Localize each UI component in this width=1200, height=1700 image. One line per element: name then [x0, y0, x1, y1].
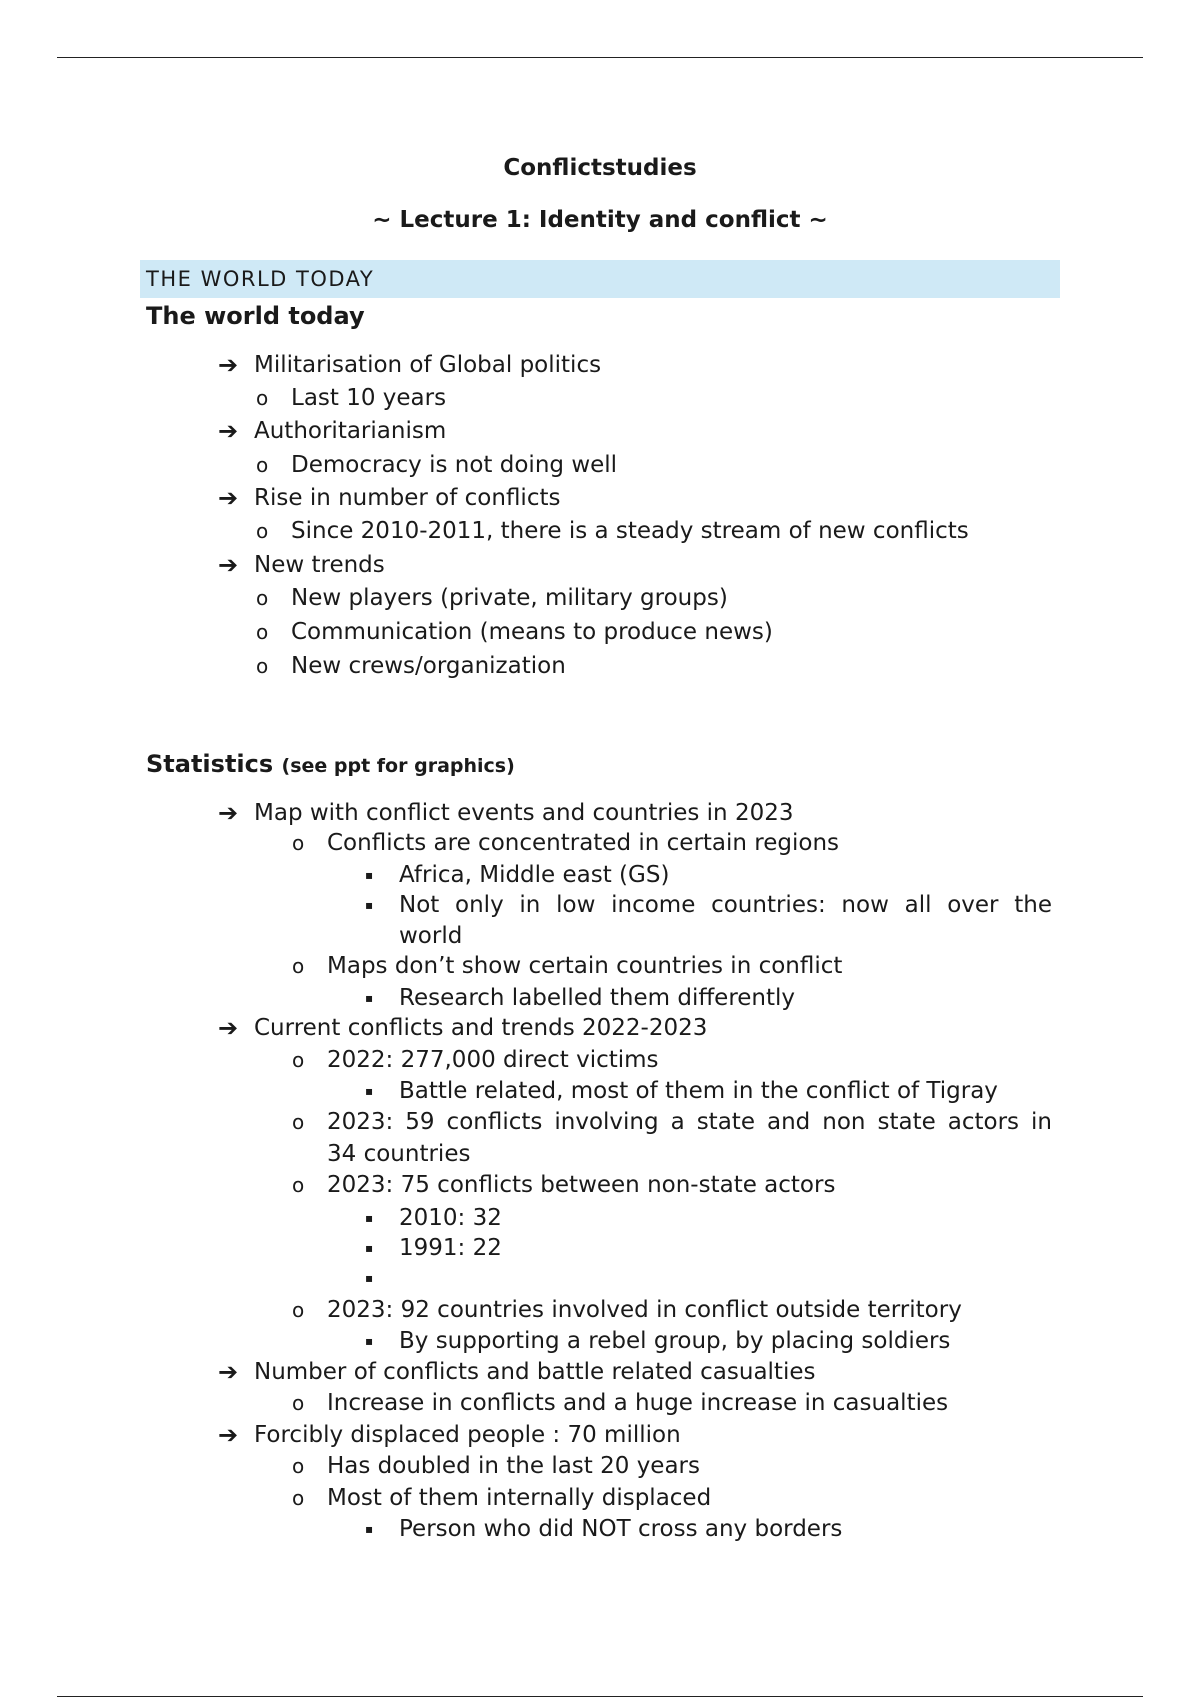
sub-list-item: Maps don’t show certain countries in conflict [327, 953, 843, 979]
circle-bullet: o [256, 620, 269, 644]
list-item: Number of conflicts and battle related casualties [254, 1359, 816, 1385]
circle-bullet: o [292, 954, 305, 978]
square-bullet: ▪ [365, 1241, 374, 1255]
section-banner: THE WORLD TODAY [140, 260, 1060, 298]
square-bullet: ▪ [365, 1334, 374, 1348]
sub-list-item: Communication (means to produce news) [291, 619, 773, 645]
circle-bullet: o [256, 386, 269, 410]
square-bullet: ▪ [365, 1271, 374, 1285]
section-heading-statistics [146, 750, 515, 778]
lecture-subtitle: ~ Lecture 1: Identity and conflict ~ [372, 207, 828, 233]
sub-list-item: 2022: 277,000 direct victims [327, 1047, 659, 1073]
sub-list-item: New crews/organization [291, 653, 566, 679]
sub-list-item: 2023: 75 conflicts between non-state actors [327, 1172, 836, 1198]
square-bullet: ▪ [365, 1522, 374, 1536]
square-bullet: ▪ [365, 898, 374, 912]
detail-item: Battle related, most of them in the conflict of Tigray [399, 1078, 998, 1104]
circle-bullet: o [292, 1173, 305, 1197]
circle-bullet: o [292, 1048, 305, 1072]
arrow-bullet: ➔ [218, 799, 239, 827]
list-item: Rise in number of conflicts [254, 485, 561, 511]
sub-list-item: Increase in conflicts and a huge increase in casualties [327, 1390, 949, 1416]
square-bullet: ▪ [365, 991, 374, 1005]
detail-item: By supporting a rebel group, by placing soldiers [399, 1328, 951, 1354]
arrow-bullet: ➔ [218, 351, 239, 379]
list-item: Forcibly displaced people : 70 million [254, 1422, 681, 1448]
statistics-note: (see ppt for graphics) [281, 755, 515, 777]
section-heading-world-today: The world today [146, 302, 365, 330]
sub-list-item: Most of them internally displaced [327, 1485, 712, 1511]
arrow-bullet: ➔ [218, 1014, 239, 1042]
footer-rule [57, 1696, 1143, 1697]
detail-item: Person who did NOT cross any borders [399, 1516, 843, 1542]
detail-item: 1991: 22 [399, 1235, 502, 1261]
circle-bullet: o [256, 453, 269, 477]
arrow-bullet: ➔ [218, 551, 239, 579]
circle-bullet: o [292, 1391, 305, 1415]
circle-bullet: o [256, 519, 269, 543]
list-item: Map with conflict events and countries in 2023 [254, 800, 794, 826]
arrow-bullet: ➔ [218, 1421, 239, 1449]
sub-list-item: Conflicts are concentrated in certain regions [327, 830, 840, 856]
arrow-bullet: ➔ [218, 417, 239, 445]
header-rule [57, 57, 1143, 58]
sub-list-item: Since 2010-2011, there is a steady stream of new conflicts [291, 518, 969, 544]
detail-item-continued: world [399, 923, 463, 949]
circle-bullet: o [292, 1110, 305, 1134]
sub-list-item: Has doubled in the last 20 years [327, 1453, 700, 1479]
detail-item: Africa, Middle east (GS) [399, 862, 670, 888]
sub-list-item-continued: 34 countries [327, 1141, 471, 1167]
circle-bullet: o [292, 831, 305, 855]
circle-bullet: o [292, 1298, 305, 1322]
list-item: Current conflicts and trends 2022-2023 [254, 1015, 708, 1041]
list-item: Militarisation of Global politics [254, 352, 602, 378]
statistics-heading-text: Statistics [146, 750, 274, 778]
document-title: Conflictstudies [503, 155, 697, 181]
circle-bullet: o [292, 1486, 305, 1510]
sub-list-item: Last 10 years [291, 385, 447, 411]
circle-bullet: o [256, 654, 269, 678]
detail-item: 2010: 32 [399, 1205, 502, 1231]
sub-list-item: Democracy is not doing well [291, 452, 618, 478]
circle-bullet: o [256, 586, 269, 610]
circle-bullet: o [292, 1454, 305, 1478]
square-bullet: ▪ [365, 1084, 374, 1098]
square-bullet: ▪ [365, 1211, 374, 1225]
detail-item: Research labelled them differently [399, 985, 796, 1011]
arrow-bullet: ➔ [218, 1358, 239, 1386]
list-item: New trends [254, 552, 385, 578]
sub-list-item: 2023: 92 countries involved in conflict outside territory [327, 1297, 962, 1323]
detail-item: Not only in low income countries: now all over the [399, 892, 1052, 918]
sub-list-item: New players (private, military groups) [291, 585, 728, 611]
list-item: Authoritarianism [254, 418, 447, 444]
sub-list-item: 2023: 59 conflicts involving a state and non state actors in [327, 1109, 1052, 1135]
arrow-bullet: ➔ [218, 484, 239, 512]
square-bullet: ▪ [365, 868, 374, 882]
